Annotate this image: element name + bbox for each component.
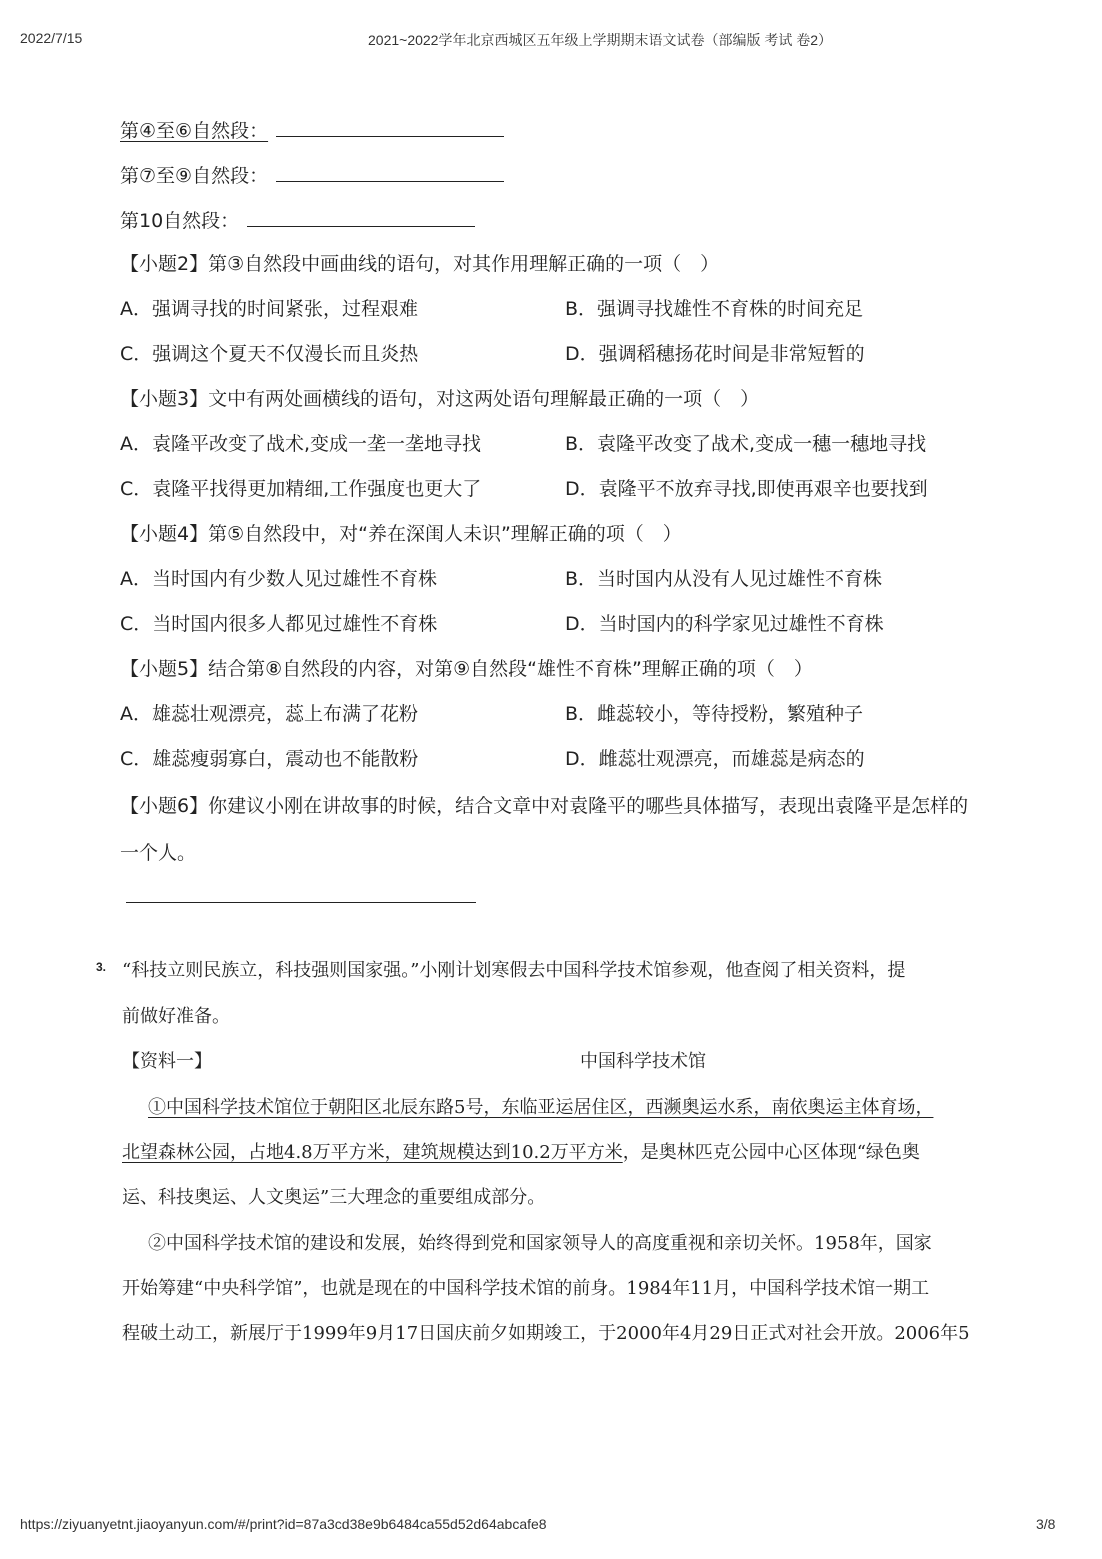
print-date: 2022/7/15: [20, 30, 83, 46]
sub5-option-b[interactable]: B．雌蕊较小，等待授粉，繁殖种子: [565, 703, 864, 725]
answer-blank-10[interactable]: [247, 206, 475, 227]
page-url[interactable]: https://ziyuanyetnt.jiaoyanyun.com/#/print?id=87a3cd38e9b6484ca55d52d64abcafe8: [20, 1516, 547, 1532]
sub2-option-d[interactable]: D．强调稻穗扬花时间是非常短暂的: [565, 343, 865, 365]
sub3-option-d[interactable]: D．袁隆平不放弃寻找,即使再艰辛也要找到: [565, 478, 928, 500]
page-number: 3/8: [1036, 1516, 1056, 1532]
sub-question-2-stem: 【小题2】第③自然段中画曲线的语句，对其作用理解正确的一项（ ）: [120, 253, 720, 275]
blank-label-4-6: 第④至⑥自然段：: [120, 120, 269, 142]
material-label: 【资料一】: [122, 1051, 212, 1072]
material-p1-line1: ①中国科学技术馆位于朝阳区北辰东路5号，东临亚运居住区，西濒奥运水系，南依奥运主体育场，: [148, 1097, 934, 1118]
sub-question-6-stem-line2: 一个人。: [120, 842, 197, 864]
question-number: 3.: [96, 960, 107, 974]
blank-paragraph-4-6: [120, 116, 504, 144]
answer-blank-4-6[interactable]: [276, 116, 504, 137]
sub3-option-a[interactable]: A．袁隆平改变了战术,变成一垄一垄地寻找: [120, 433, 482, 455]
material-p1-line3: 运、科技奥运、人文奥运”三大理念的重要组成部分。: [122, 1187, 546, 1208]
sub-question-6-stem-line1: 【小题6】你建议小刚在讲故事的时候，结合文章中对袁隆平的哪些具体描写，表现出袁隆平是怎样的: [120, 795, 969, 817]
sub4-option-d[interactable]: D．当时国内的科学家见过雄性不育株: [565, 613, 884, 635]
document-title: 2021~2022学年北京西城区五年级上学期期末语文试卷（部编版 考试 卷2）: [368, 32, 833, 48]
q3-intro-line1: “科技立则民族立，科技强则国家强。”小刚计划寒假去中国科学技术馆参观，他查阅了相关资料，提: [122, 960, 906, 981]
sub3-option-c[interactable]: C．袁隆平找得更加精细,工作强度也更大了: [120, 478, 482, 500]
sub2-option-b[interactable]: B．强调寻找雄性不育株的时间充足: [565, 298, 864, 320]
sub4-option-a[interactable]: A．当时国内有少数人见过雄性不育株: [120, 568, 437, 590]
material-p1-line2: [122, 1140, 920, 1166]
material-p1-line2-underlined: 北望森林公园，占地4.8万平方米，建筑规模达到10.2万平方米: [122, 1142, 623, 1163]
blank-paragraph-7-9: [120, 161, 504, 189]
sub4-option-c[interactable]: C．当时国内很多人都见过雄性不育株: [120, 613, 438, 635]
material-p2-line3: 程破土动工，新展厅于1999年9月17日国庆前夕如期竣工，于2000年4月29日正式对社会开放。2006年5: [122, 1323, 970, 1344]
sub5-option-c[interactable]: C．雄蕊瘦弱寡白，震动也不能散粉: [120, 748, 419, 770]
sub-question-4-stem: 【小题4】第⑤自然段中，对“养在深闺人未识”理解正确的项（ ）: [120, 523, 682, 545]
material-p2-line2: 开始筹建“中央科学馆”，也就是现在的中国科学技术馆的前身。1984年11月，中国科学技术馆一期工: [122, 1278, 930, 1299]
material-title: 中国科学技术馆: [580, 1051, 706, 1072]
answer-blank-sub6[interactable]: [126, 902, 476, 903]
blank-label-7-9: 第⑦至⑨自然段：: [120, 165, 269, 187]
sub5-option-a[interactable]: A．雄蕊壮观漂亮，蕊上布满了花粉: [120, 703, 418, 725]
material-p1-line2-rest: ，是奥林匹克公园中心区体现“绿色奥: [622, 1142, 920, 1163]
material-p2-line1: ②中国科学技术馆的建设和发展，始终得到党和国家领导人的高度重视和亲切关怀。1958年，国家: [148, 1233, 932, 1254]
q3-intro-line2: 前做好准备。: [122, 1006, 230, 1027]
sub3-option-b[interactable]: B．袁隆平改变了战术,变成一穗一穗地寻找: [565, 433, 927, 455]
sub2-option-a[interactable]: A．强调寻找的时间紧张，过程艰难: [120, 298, 418, 320]
blank-paragraph-10: [120, 206, 475, 234]
sub2-option-c[interactable]: C．强调这个夏天不仅漫长而且炎热: [120, 343, 419, 365]
sub-question-5-stem: 【小题5】结合第⑧自然段的内容，对第⑨自然段“雄性不育株”理解正确的项（ ）: [120, 658, 813, 680]
answer-blank-7-9[interactable]: [276, 161, 504, 182]
sub5-option-d[interactable]: D．雌蕊壮观漂亮，而雄蕊是病态的: [565, 748, 865, 770]
sub-question-3-stem: 【小题3】文中有两处画横线的语句，对这两处语句理解最正确的一项（ ）: [120, 388, 760, 410]
blank-label-10: 第10自然段：: [120, 210, 240, 232]
sub4-option-b[interactable]: B．当时国内从没有人见过雄性不育株: [565, 568, 883, 590]
